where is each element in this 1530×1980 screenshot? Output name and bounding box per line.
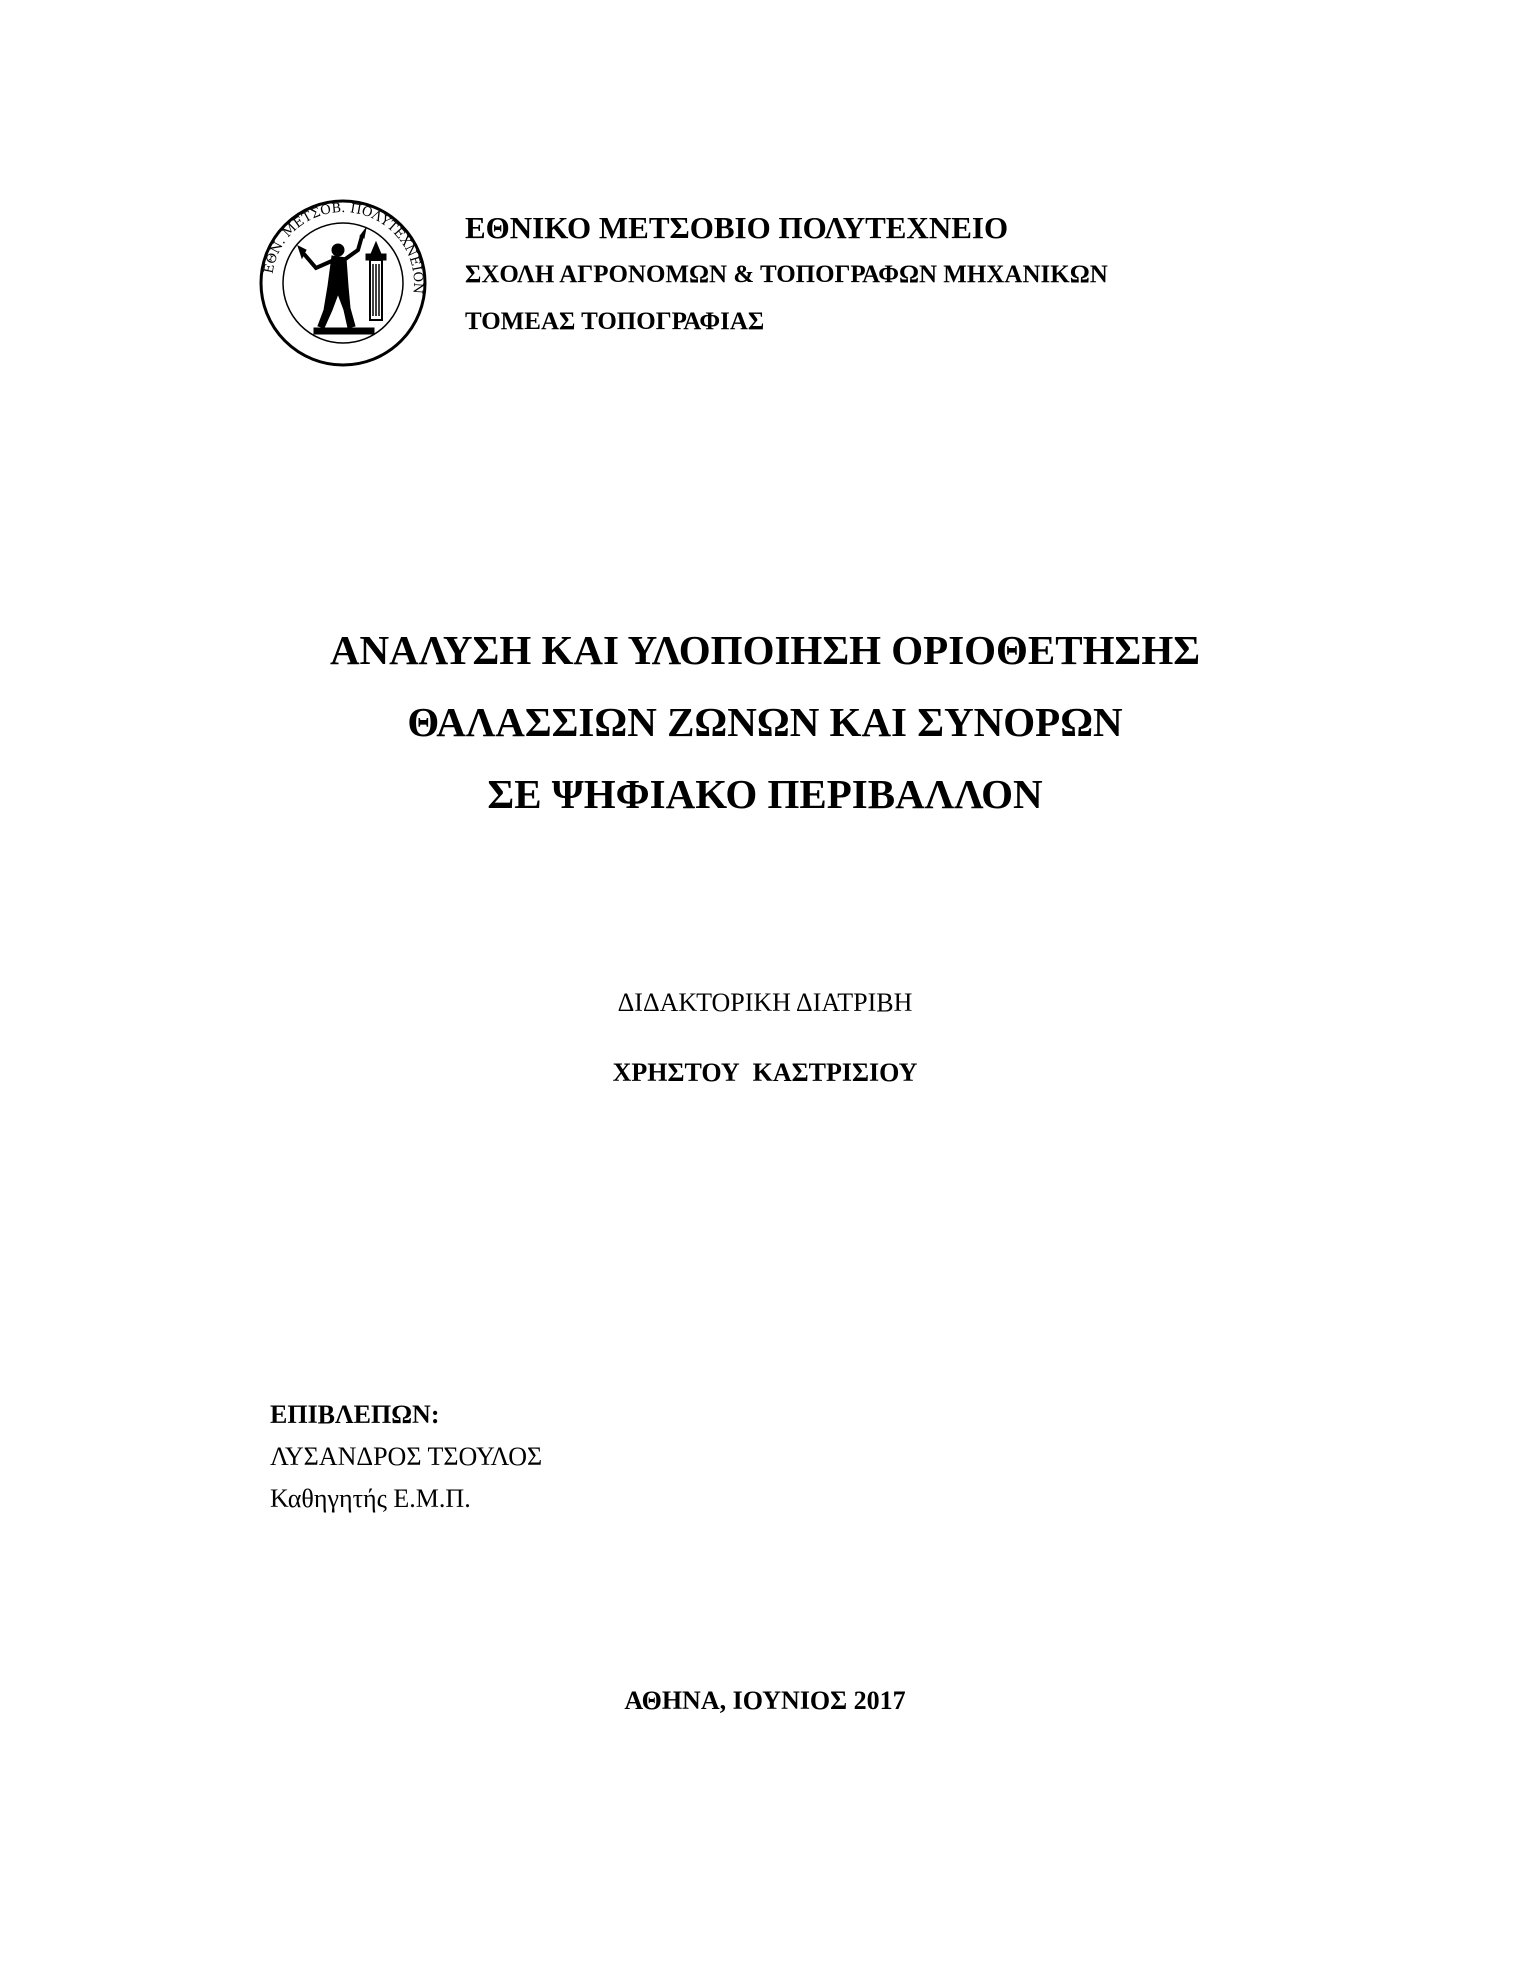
supervisor-label: ΕΠΙΒΛΕΠΩΝ: bbox=[270, 1400, 440, 1429]
department-name: ΤΟΜΕΑΣ ΤΟΠΟΓΡΑΦΙΑΣ bbox=[465, 308, 765, 335]
thesis-title bbox=[0, 627, 1530, 846]
title-line: ΘΑΛΑΣΣΙΩΝ ΖΩΝΩΝ ΚΑΙ ΣΥΝΟΡΩΝ bbox=[407, 699, 1123, 745]
header-text bbox=[465, 212, 1265, 334]
seal-lettering: ΕΘΝ. ΜΕΤΣΟΒ. ΠΟΛΥΤΕΧΝΕΙΟΝ bbox=[261, 200, 426, 295]
institution-name: ΕΘΝΙΚΟ ΜΕΤΣΟΒΙΟ ΠΟΛΥΤΕΧΝΕΙΟ bbox=[465, 210, 1009, 245]
supervisor-name: ΛΥΣΑΝΔΡΟΣ ΤΣΟΥΛΟΣ bbox=[270, 1442, 543, 1471]
title-line: ΣΕ ΨΗΦΙΑΚΟ ΠΕΡΙΒΑΛΛΟΝ bbox=[487, 771, 1043, 817]
institution-header bbox=[258, 198, 1258, 368]
title-line: ΑΝΑΛΥΣΗ ΚΑΙ ΥΛΟΠΟΙΗΣΗ ΟΡΙΟΘΕΤΗΣΗΣ bbox=[329, 627, 1201, 673]
place-date: ΑΘΗΝΑ, ΙΟΥΝΙΟΣ 2017 bbox=[624, 1686, 906, 1715]
school-name: ΣΧΟΛΗ ΑΓΡΟΝΟΜΩΝ & ΤΟΠΟΓΡΑΦΩΝ ΜΗΧΑΝΙΚΩΝ bbox=[465, 261, 1108, 288]
university-seal-icon bbox=[258, 198, 428, 368]
thesis-type: ΔΙΔΑΚΤΟΡΙΚΗ ΔΙΑΤΡΙΒΗ bbox=[617, 988, 913, 1017]
seal-figure bbox=[298, 228, 386, 334]
supervisor-title: Καθηγητής Ε.Μ.Π. bbox=[270, 1484, 471, 1513]
author-name: ΧΡΗΣΤΟΥ ΚΑΣΤΡΙΣΙΟΥ bbox=[612, 1058, 918, 1087]
supervisor-block bbox=[270, 1402, 970, 1512]
